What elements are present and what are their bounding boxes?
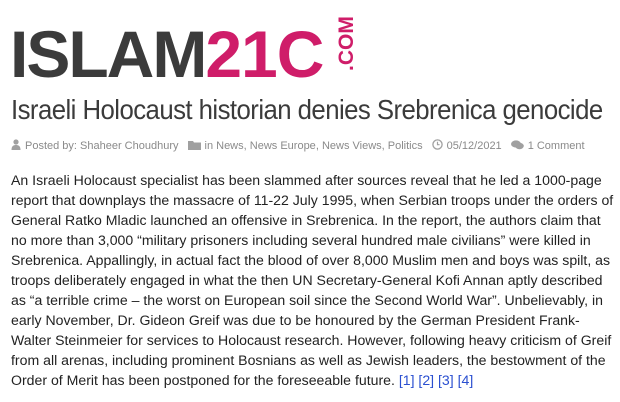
site-logo[interactable]	[10, 14, 324, 91]
logo-text-islam: ISLAM	[10, 17, 206, 91]
category-link-politics[interactable]: Politics	[387, 140, 423, 152]
reference-link-1[interactable]: [1]	[398, 372, 415, 388]
article-title: Israeli Holocaust historian denies Srebrenica genocide	[11, 94, 603, 125]
article-body-text: An Israeli Holocaust specialist has been slammed after sources reveal that he led a 1000-page report that downplays the massacre of 11-22 July 1995, when Serbian troops under the orders of General Ratko Mladic launched an offensive in Srebrenica. In the report, the authors claim that no more than 3,000 “military prisoners including several hundred male civilians” were killed in Srebrenica. Appallingly, in actual fact the blood of over 8,000 Muslim men and boys was spilt, as troops deliberately engaged in what the then UN Secretary-General Kofi Annan aptly described as “a terrible crime – the worst on European soil since the Second World War”. Unbelievably, in early November, Dr. Gideon Greif was due to be honoured by the German President Frank-Walter Steinmeier for services to Holocaust research. However, following heavy criticism of Greif from all arenas, including prominent Bosnians as well as Jewish leaders, the bestowment of the Order of Merit has been postponed for the foreseeable future.	[11, 172, 614, 388]
clock-icon	[432, 139, 443, 153]
comments-link[interactable]: 1 Comment	[527, 140, 585, 152]
logo-text-21c: 21C	[205, 17, 324, 91]
category-link-news-europe[interactable]: News Europe	[249, 140, 316, 152]
post-date: 05/12/2021	[446, 140, 502, 152]
logo-text-com: .COM	[335, 16, 358, 71]
author-meta	[11, 139, 179, 153]
comments-meta[interactable]	[511, 140, 585, 153]
folder-icon	[188, 140, 201, 153]
reference-link-3[interactable]: [3]	[438, 372, 454, 388]
reference-link-4[interactable]: [4]	[457, 372, 474, 388]
category-link-news[interactable]: News	[216, 140, 244, 152]
comments-icon	[511, 140, 524, 153]
article-body	[11, 170, 615, 390]
category-link-news-views[interactable]: News Views	[321, 140, 382, 152]
author-label: Posted by: Shaheer Choudhury	[25, 140, 179, 152]
reference-link-2[interactable]: [2]	[418, 372, 435, 388]
category-prefix: in	[204, 140, 214, 152]
category-meta: in News , News Europe , News Views , Politics	[188, 140, 423, 153]
date-meta	[432, 139, 502, 153]
article-meta	[11, 139, 616, 153]
user-icon	[11, 139, 21, 153]
